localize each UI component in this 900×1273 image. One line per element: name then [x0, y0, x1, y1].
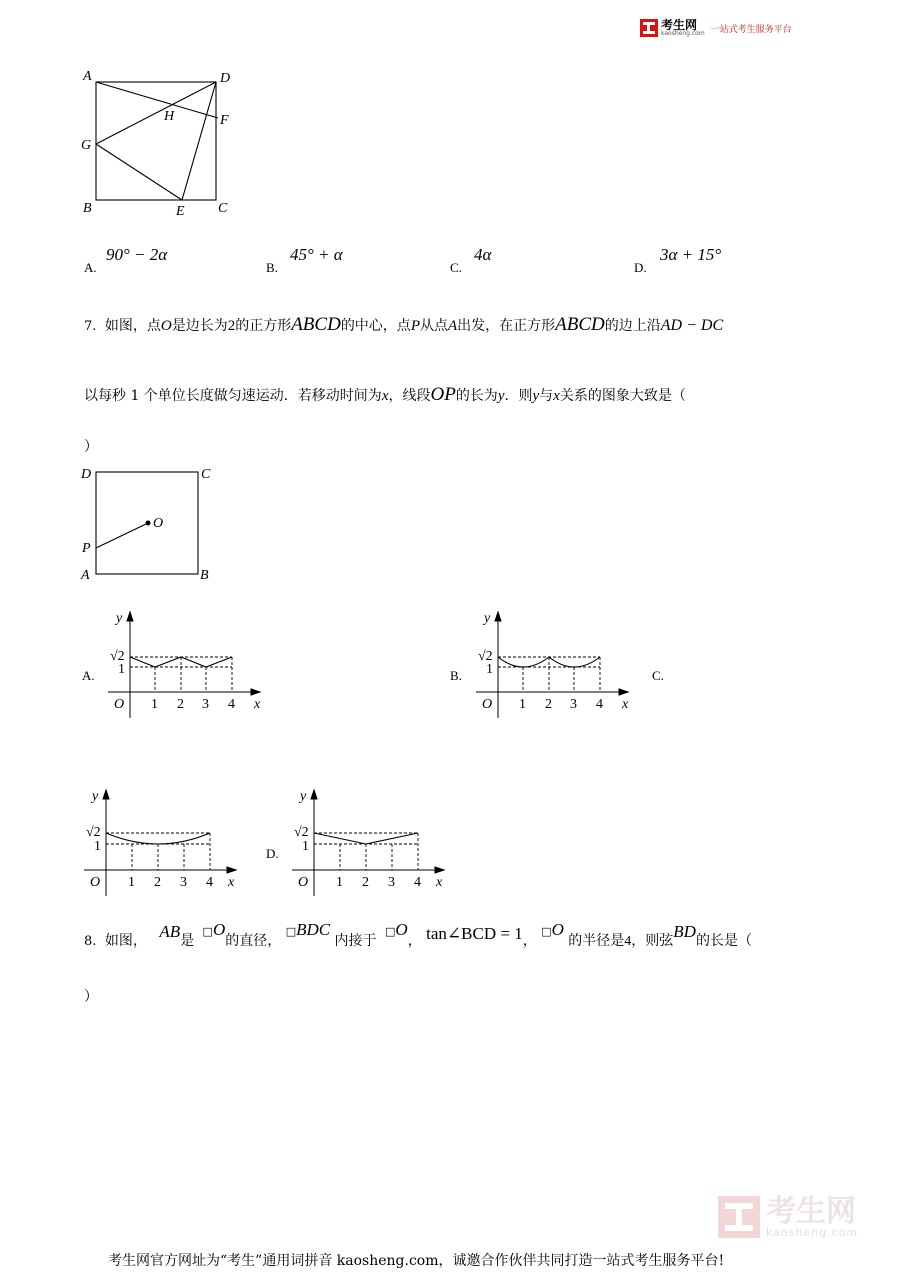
label-a: A [81, 568, 90, 583]
xtick-1: 1 [336, 875, 343, 890]
label-o: O [153, 516, 164, 531]
label-e: E [176, 204, 185, 219]
q8-text: ， [407, 933, 422, 949]
watermark-logo-icon [718, 1196, 760, 1238]
q7-var-abcd: ABCD [291, 314, 341, 335]
q6-option-a-expr: 90° − 2α [106, 245, 168, 264]
xtick-1: 1 [519, 697, 526, 712]
q8-var-o: O [551, 920, 564, 939]
origin-label: O [298, 875, 309, 890]
q8-text: 的长是（ [695, 933, 752, 949]
xtick-3: 3 [180, 875, 187, 890]
ytick-sqrt2: √2 [294, 825, 309, 840]
xtick-1: 1 [128, 875, 135, 890]
graph-a [100, 608, 270, 728]
axis-y-label: y [484, 611, 491, 626]
q7-num-2: 2 [227, 318, 236, 334]
watermark [718, 1193, 859, 1239]
xtick-4: 4 [228, 697, 235, 712]
graph-c-curve [106, 833, 210, 844]
segment-ge [96, 144, 182, 200]
footer-text: 考生网官方网址为“考生”通用词拼音 kaosheng.com，诚邀合作伙伴共同打造一站式考生服务平台! [108, 1253, 725, 1269]
q7-var-x: x [553, 388, 560, 404]
q7-close-paren: ） [84, 439, 98, 455]
xtick-3: 3 [570, 697, 577, 712]
q8-num-4: 4 [624, 934, 632, 949]
q8-text: 的半径是 [568, 933, 625, 949]
q8-var-bdc: BDC [296, 920, 331, 939]
q7-line-1 [84, 314, 723, 336]
q7-var-x: x [381, 388, 389, 404]
ytick-1: 1 [94, 839, 101, 854]
origin-label: O [482, 697, 493, 712]
xtick-2: 2 [362, 875, 369, 890]
xtick-4: 4 [414, 875, 421, 890]
q7-text: 出发，在正方形 [457, 318, 556, 334]
q6-option-a-letter: A. [84, 260, 97, 275]
q6-option-d-letter: D. [634, 260, 647, 275]
label-b: B [83, 201, 92, 216]
brand-name: 考生网 [661, 18, 698, 32]
q6-option-d-expr: 3α + 15° [660, 245, 722, 264]
q7-var-abcd: ABCD [555, 314, 605, 335]
graph-option-c-label: C. [652, 668, 664, 683]
ytick-sqrt2: √2 [110, 649, 125, 664]
graph-b [468, 608, 638, 728]
q7-path-ad-dc: AD − DC [660, 317, 724, 334]
q8-circle-symbol: □ [385, 925, 396, 938]
label-g: G [81, 138, 92, 153]
ytick-1: 1 [302, 839, 309, 854]
segment-gd [96, 82, 216, 144]
origin-label: O [90, 875, 101, 890]
q6-figure [78, 66, 238, 222]
q7-text: ，线段 [388, 388, 431, 404]
q7-var-o: O [160, 318, 172, 334]
label-a: A [83, 69, 92, 84]
ytick-sqrt2: √2 [478, 649, 493, 664]
q7-text: 的长为 [455, 388, 498, 404]
q8-text: 内接于 [334, 933, 377, 949]
label-p: P [82, 541, 91, 556]
label-d: D [81, 467, 92, 482]
ytick-1: 1 [486, 662, 493, 677]
header-logo [640, 16, 792, 40]
axis-x-label: x [228, 875, 235, 890]
q7-var-p: P [410, 318, 420, 334]
q8-text: 的直径， [225, 933, 282, 949]
q8-var-o: O [212, 920, 226, 939]
xtick-1: 1 [151, 697, 158, 712]
axis-y-label: y [92, 789, 99, 804]
q7-var-a: A [447, 318, 458, 334]
graph-d [284, 786, 454, 906]
watermark-brand: 考生网 [766, 1193, 856, 1229]
q7-var-y: y [532, 388, 540, 404]
graph-option-b-label: B. [450, 668, 462, 683]
q8-var-o: O [395, 920, 408, 939]
q7-text: 从点 [419, 318, 448, 334]
label-h: H [164, 109, 175, 124]
q7-figure [78, 460, 218, 586]
q7-text: 的边上沿 [604, 318, 661, 334]
q7-text: 关系的图象大致是（ [559, 388, 686, 404]
ytick-sqrt2: √2 [86, 825, 101, 840]
q7-text: 以每秒 1 个单位长度做匀速运动．若移动时间为 [84, 388, 382, 404]
q8-var-ab: AB [159, 922, 181, 941]
q7-text: 是边长为 [171, 318, 228, 334]
xtick-3: 3 [202, 697, 209, 712]
axis-x-label: x [254, 697, 261, 712]
origin-label: O [114, 697, 125, 712]
q7-text: ．则 [504, 388, 533, 404]
q6-option-c-letter: C. [450, 260, 462, 275]
q7-text: 的正方形 [235, 318, 292, 334]
q8-triangle-symbol: □ [285, 925, 297, 938]
q6-option-b-expr: 45° + α [290, 245, 343, 264]
axis-y-label: y [116, 611, 123, 626]
label-c: C [201, 467, 211, 482]
q8-close-paren: ） [84, 989, 98, 1005]
axis-y-label: y [300, 789, 307, 804]
xtick-4: 4 [206, 875, 213, 890]
q8-tan-expr: tan∠BCD = 1 [426, 924, 523, 943]
ytick-1: 1 [118, 662, 125, 677]
graph-option-d-label: D. [266, 846, 279, 861]
xtick-3: 3 [388, 875, 395, 890]
q8-number: 8. [84, 934, 97, 949]
label-b: B [200, 568, 209, 583]
q8-circle-symbol: □ [541, 925, 552, 938]
xtick-2: 2 [154, 875, 161, 890]
axis-x-label: x [622, 697, 629, 712]
label-d: D [220, 71, 231, 86]
q7-line-2 [84, 384, 686, 406]
point-o [146, 521, 151, 526]
label-c: C [218, 201, 228, 216]
q6-option-b-letter: B. [266, 260, 278, 275]
q7-text: 如图，点 [104, 318, 161, 334]
xtick-2: 2 [545, 697, 552, 712]
q8-text: 是 [180, 933, 195, 949]
watermark-domain: kaosheng.com [766, 1225, 859, 1239]
q7-number: 7. [84, 319, 97, 334]
q8-line-1 [84, 920, 752, 950]
label-f: F [220, 113, 229, 128]
q8-text: ，则弦 [631, 933, 674, 949]
q7-text: 与 [539, 388, 554, 404]
q7-text: 的中心，点 [340, 318, 411, 334]
logo-mark-icon [640, 19, 658, 37]
q7-var-y: y [497, 388, 505, 404]
graph-option-a-label: A. [82, 668, 95, 683]
graph-d-curve [314, 833, 418, 844]
xtick-2: 2 [177, 697, 184, 712]
q8-circle-symbol: □ [202, 925, 213, 938]
segment-po [96, 523, 148, 548]
q8-text: 如图， [104, 933, 147, 949]
q7-var-op: OP [430, 384, 456, 405]
q8-text: ， [522, 933, 537, 949]
graph-c [76, 786, 246, 906]
brand-slogan: 一站式考生服务平台 [710, 24, 792, 35]
q6-option-c-expr: 4α [474, 245, 492, 264]
q8-var-bd: BD [673, 922, 696, 941]
xtick-4: 4 [596, 697, 603, 712]
segment-ed [182, 82, 216, 200]
axis-x-label: x [436, 875, 443, 890]
brand-domain: kaosheng.com [661, 30, 705, 37]
